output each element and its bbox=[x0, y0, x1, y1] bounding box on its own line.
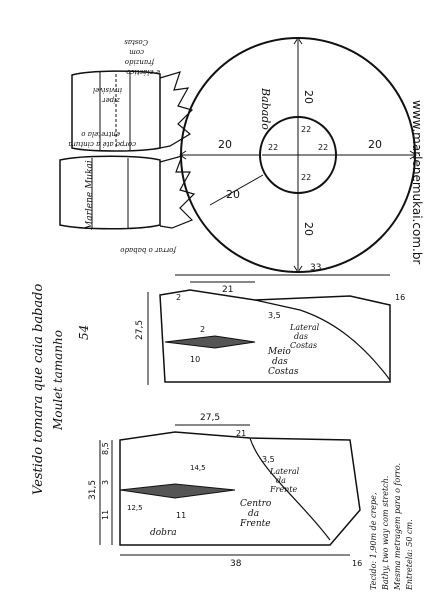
skirt-inner-left: 22 bbox=[268, 143, 279, 152]
back-note-4: e elástico bbox=[126, 68, 160, 76]
front-segment-c: 11 bbox=[101, 509, 110, 520]
front-total-height: 31,5 bbox=[88, 479, 98, 500]
website-text: www.marlenemukai.com.br bbox=[410, 100, 424, 265]
front-dart-side: 14,5 bbox=[190, 464, 206, 472]
fabric-line-3: Mesma metragem para o forro. bbox=[393, 462, 402, 590]
fabric-line-2: Bathy, two way com stretch. bbox=[381, 475, 390, 590]
skirt-dim-bottom-left: 20 bbox=[226, 188, 240, 201]
front-dart-mid: 11 bbox=[176, 511, 187, 520]
front-segment-b: 3 bbox=[101, 479, 110, 485]
skirt-inner-bottom: 22 bbox=[301, 173, 312, 182]
title-line-2: Moulet tamanho bbox=[51, 329, 65, 430]
front-height: 27,5 bbox=[200, 413, 221, 423]
waist-note-1: entretela o bbox=[81, 130, 120, 138]
front-center-2: da bbox=[248, 509, 260, 519]
front-side-2: da bbox=[276, 476, 286, 485]
skirt-dim-bottom: 20 bbox=[302, 222, 315, 236]
skirt-label: Babado bbox=[259, 88, 272, 130]
front-side-label: 3,5 bbox=[262, 455, 275, 464]
back-dart-depth: 2 bbox=[200, 325, 206, 334]
back-center-1: Meio bbox=[268, 347, 291, 357]
back-note-2: com bbox=[129, 48, 144, 56]
back-top-length: 33 bbox=[310, 263, 322, 273]
back-side-2: das bbox=[294, 332, 308, 341]
circle-skirt bbox=[180, 38, 416, 272]
skirt-inner-right: 22 bbox=[318, 143, 329, 152]
front-dart-top: 12,5 bbox=[127, 504, 143, 512]
front-side-1: Lateral bbox=[270, 467, 300, 476]
back-note-1: Costas bbox=[124, 38, 148, 46]
back-note-3: franzido bbox=[124, 58, 154, 66]
back-top-small: 2 bbox=[176, 293, 182, 302]
title-size: 54 bbox=[77, 324, 91, 340]
title-line-1: Vestido tomara que caia babado bbox=[31, 283, 46, 495]
fabric-line-4: Entretela: 50 cm. bbox=[405, 519, 414, 590]
front-center-3: Frente bbox=[240, 519, 271, 529]
fabric-notes bbox=[369, 463, 414, 591]
back-height: 27,5 bbox=[135, 319, 145, 340]
zipper-label: zíper bbox=[102, 96, 120, 104]
fabric-line-1: Tecido: 1,90m de crepe, bbox=[369, 492, 378, 590]
skirt-dim-right: 20 bbox=[368, 138, 382, 151]
back-side-3: Costas bbox=[290, 341, 318, 350]
back-center-3: Costas bbox=[268, 367, 299, 377]
skirt-dim-top: 20 bbox=[302, 90, 315, 104]
front-fold: dobra bbox=[150, 528, 177, 538]
invisible-label: invisível bbox=[92, 86, 122, 94]
front-top-width: 21 bbox=[236, 429, 247, 438]
front-piece bbox=[88, 413, 362, 569]
back-top-width: 21 bbox=[222, 285, 234, 295]
back-piece bbox=[135, 263, 405, 385]
dress-sketch-back bbox=[68, 38, 192, 151]
waist-note-2: corpo até a cintura bbox=[68, 140, 136, 148]
front-length: 38 bbox=[230, 559, 242, 569]
front-segment-a: 8,5 bbox=[101, 442, 110, 455]
back-bottom-right: 16 bbox=[395, 293, 406, 302]
front-sketch-note: forrar o babado bbox=[120, 246, 176, 254]
skirt-inner-top: 22 bbox=[301, 125, 312, 134]
back-dart-label: 3,5 bbox=[268, 311, 281, 320]
back-dart-width: 10 bbox=[190, 355, 201, 364]
front-side-3: Frente bbox=[270, 485, 298, 494]
front-center-1: Centro bbox=[240, 499, 272, 509]
front-bottom-right: 16 bbox=[352, 559, 363, 568]
dress-sketch-front bbox=[60, 156, 194, 254]
signature: Marlene Mukai bbox=[85, 160, 95, 230]
back-side-1: Lateral bbox=[290, 323, 320, 332]
title-block bbox=[31, 283, 91, 495]
skirt-dim-left: 20 bbox=[218, 138, 232, 151]
back-center-2: das bbox=[272, 357, 288, 367]
